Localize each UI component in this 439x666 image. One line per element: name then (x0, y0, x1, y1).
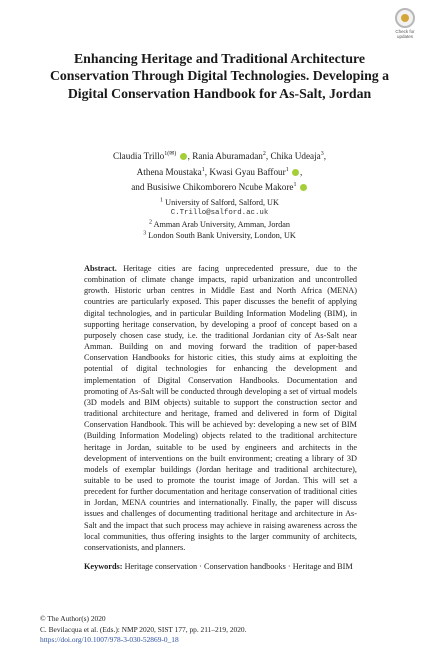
author-name: Chika Udeaja (270, 151, 321, 161)
keywords (84, 561, 357, 572)
doi-link[interactable]: https://doi.org/10.1007/978-3-030-52869-0_18 (40, 635, 179, 645)
author-name: Kwasi Gyau Baffour (209, 166, 286, 177)
affiliations (40, 197, 399, 241)
author-name: Athena Moustaka (136, 166, 202, 177)
author-affil-mark: 1(✉) (164, 150, 177, 157)
author-affil-mark: 1 (293, 181, 297, 188)
author-name: Claudia Trillo (112, 151, 165, 161)
author-affil-mark: 2 (262, 150, 266, 157)
abstract-label: Abstract. (84, 264, 117, 273)
affiliation-line: $^1$ University of Salford, Salford, UK (160, 197, 279, 207)
keywords-label: Keywords: (84, 562, 123, 571)
orcid-icon[interactable] (300, 184, 307, 191)
citation: C. Bevilacqua et al. (Eds.): NMP 2020, SIST 177, pp. 211–219, 2020. (40, 624, 247, 634)
footer (40, 614, 420, 646)
paper-title: Enhancing Heritage and Traditional Architecture Conservation Through Digital Technologies. Developing a Digital Conservation Handbook for As-Salt, Jordan (49, 51, 390, 101)
abstract-text: Heritage cities are facing unprecedented pressure, due to the combination of climate change impacts, rapid urbanization and uncontrolled growth. Historic urban centres in Middle East and North Africa (MENA) countries are particularly exposed. This paper discusses the benefit of applying digital technologies, and in particular Building Information Modeling (BIM), in supporting heritage conservation, by developing a proof of concept based on a purposely chosen case study, i.e. the traditional Jordanian city of As-Salt near Amman. Building on and moving forward the tradition of paper-based Conservation Handbooks for historic cities, this study aims at exploiting the potential of digital technologies for enhancing the development and implementation of Digital Conservation Handbooks. Documentation and promoting of As-Salt will be conducted through developing a set of virtual models (3D models and BIM objects) suitable to support the construction sector and traditional architecture and heritage, framed and delivered in form of Digital Conservation Handbook. This will be achieved by: developing a new set of BIM (Building Information Modeling) objects related to the traditional architecture heritage in Jordan, suitable to be used by engineers and architects in the development of interventions on the built environment; creating a library of 3D models of exemplar buildings (Jordan heritage and traditional architecture), suitable to be used to promote the tourist image of Jordan. This will set a precedent for further documentation and heritage conservation of traditional cities in Jordan, MENA countries and internationally. Finally, the paper will discuss issues and challenges of documenting traditional heritage and architecture in As-Salt and the impact that such process may achieve in raising awareness across the local communities, thus offering insights to the larger community of architects, conservationists, and planners. (84, 264, 358, 552)
affiliation-line: $^2$ Amman Arab University, Amman, Jordan (149, 219, 290, 229)
copyright-notice: © The Author(s) 2020 (40, 614, 106, 623)
badge-label: Check for updates (395, 29, 415, 39)
abstract (84, 263, 357, 553)
author-email[interactable]: C.Trillo@salford.ac.uk (170, 209, 269, 217)
author-list: Claudia Trillo$^{1(✉)}$ , Rania Aburamadan$^2$, Chika Udeaja$^3$, Athena Moustaka$^1$, Kwasi Gyau Baffour$^1$ , and Busisiwe Chikomborero Ncube Makore$^1$ (112, 150, 327, 192)
affiliation-line: $^3$ London South Bank University, London, UK (143, 230, 296, 240)
author-affil-mark: 3 (320, 150, 324, 157)
keywords-text: Heritage conservation · Conservation handbooks · Heritage and BIM (124, 562, 353, 571)
orcid-icon[interactable] (292, 169, 299, 176)
crossmark-icon (395, 8, 415, 28)
author-name: Rania Aburamadan (192, 151, 263, 161)
author-name: and Busisiwe Chikomborero Ncube Makore (131, 182, 294, 192)
author-affil-mark: 1 (201, 166, 205, 173)
check-for-updates-badge[interactable] (389, 8, 421, 39)
orcid-icon[interactable] (180, 153, 187, 160)
author-affil-mark: 1 (285, 166, 289, 173)
